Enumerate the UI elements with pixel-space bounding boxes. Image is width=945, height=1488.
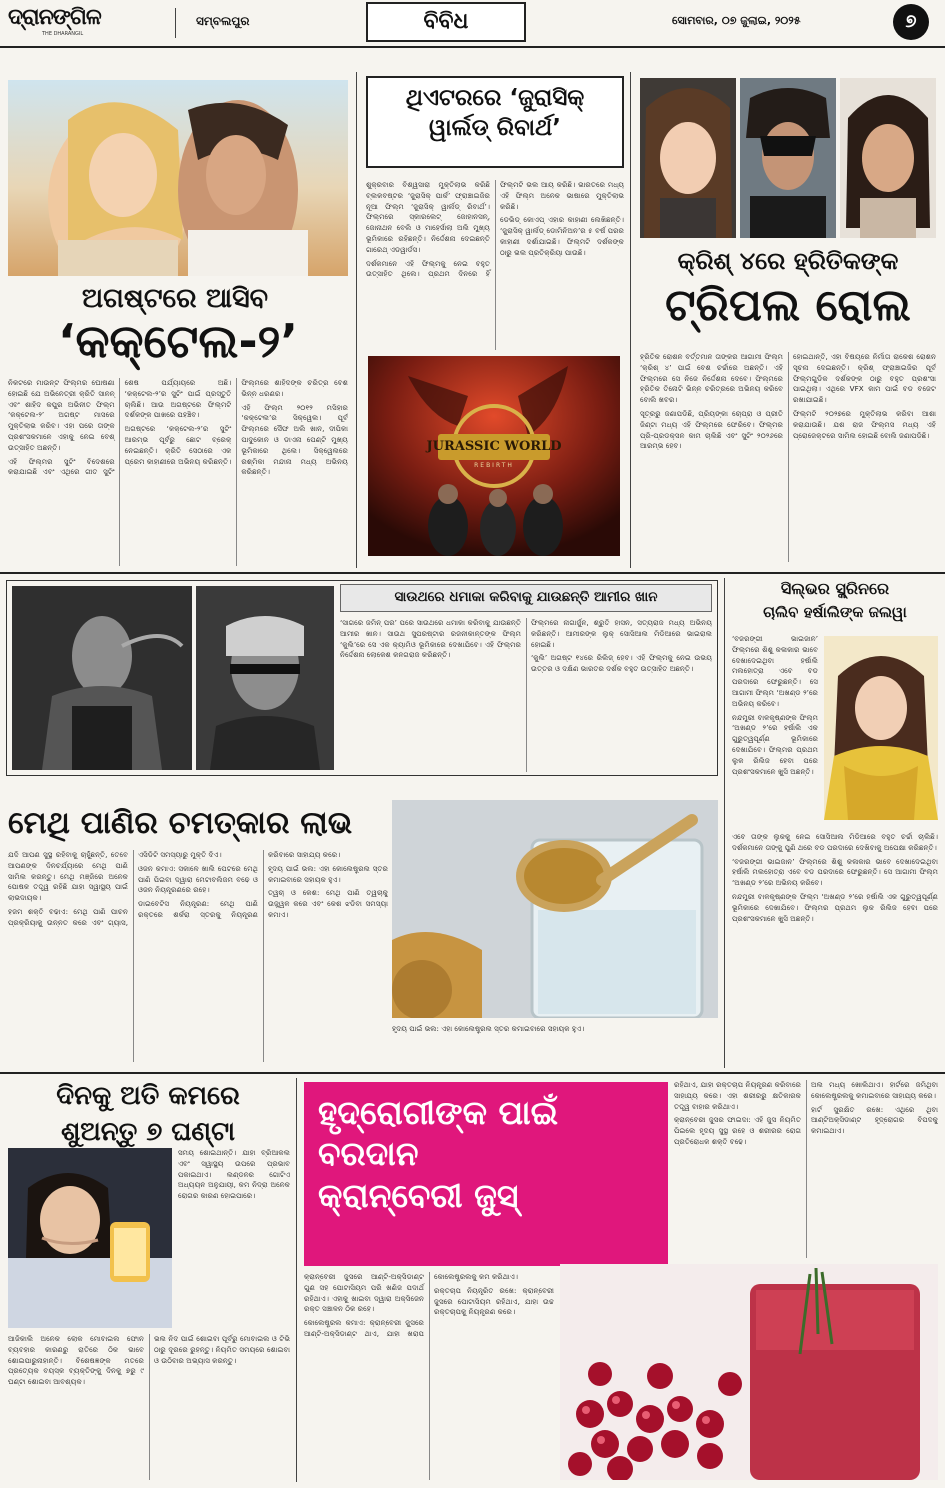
harshaali-photo bbox=[824, 636, 938, 820]
section-box bbox=[366, 2, 526, 42]
sleep-body-side bbox=[178, 1148, 290, 1328]
methi-body bbox=[8, 850, 388, 1062]
poster-subtitle: REBIRTH bbox=[474, 462, 514, 469]
cranberry-para: ଅଲ ମଧ୍ୟ ଖୋଲିଥାଏ। ହାର୍ଟରେ ଜମିଥିବା କୋଲେଷ୍ଟ୍ରଲକୁ କମାଇବାରେ ସାହାଯ୍ୟ କରେ। bbox=[811, 1080, 938, 1100]
column-divider bbox=[356, 72, 357, 568]
harshaali-para: ନନ୍ଦମୁରୀ ବାଳକୃଷ୍ଣଙ୍କ ଫିଲ୍ମ ‘ଅଖଣ୍ଡ ୨’ରେ ହର୍ଷାଲି ଏକ ଗୁରୁତ୍ୱପୂର୍ଣ୍ଣ ଭୂମିକାରେ ଦେଖାଯିବେ। ଫିଲ୍ମର ପ୍ରଥମ ଲୁକ ରିଲିଜ ହେବା ପରେ ପ୍ରଶଂସକମାନେ ଖୁସି ଅଛନ୍ତି। bbox=[732, 891, 938, 923]
harshaali-para: ‘ବଜରଙ୍ଗୀ ଭାଇଜାନ’ ଫିଲ୍ମରେ ଶିଶୁ କଳାକାର ଭାବେ ଦେଖାଦେଇଥିବା ହର୍ଷାଲି ମଲହୋତ୍ରା ଏବେ ବଡ ପରଦାରେ ଫେରୁଛନ୍ତି। ସେ ଆଗାମୀ ଫିଲ୍ମ ‘ଅଖଣ୍ଡ ୨’ରେ ଅଭିନୟ କରିବେ। bbox=[732, 856, 938, 888]
sleep-body bbox=[8, 1334, 290, 1480]
methi-para: ତ୍ୱଚା ଓ କେଶ: ମେଥି ପାଣି ତ୍ୱଚାକୁ ଉଜ୍ଜ୍ୱଳ କରେ ଏବଂ କେଶ ଝଡିବା ସମସ୍ୟା କମାଏ। bbox=[268, 888, 388, 919]
section-rule bbox=[0, 572, 945, 574]
aamir-body bbox=[340, 618, 712, 772]
cranberry-para: ହାର୍ଟ ସୁରକ୍ଷିତ ରଖେ: ଏଥିରେ ଥିବା ଆଣ୍ଟିଅକ୍ସିଡାଣ୍ଟ ହୃଦ୍‌ରୋଗର ବିପଦକୁ କମାଇଥାଏ। bbox=[811, 1104, 938, 1136]
edition-name: ସମ୍ବଲପୁର bbox=[196, 14, 250, 28]
page-number-badge bbox=[893, 4, 929, 40]
masthead bbox=[0, 0, 945, 48]
methi-para: ଡାଇବେଟିସ ନିୟନ୍ତ୍ରଣ: ମେଥି ପାଣି ରକ୍ତରେ ଶର୍କରା ସ୍ତରକୁ ନିୟନ୍ତ୍ରଣ କରିବାରେ ସାହାଯ୍ୟ କରେ। bbox=[138, 850, 341, 919]
cranberry-headline-box bbox=[304, 1082, 668, 1266]
masthead-logo bbox=[8, 4, 128, 40]
harshaali-headline-2: ଚାଲିବ ହର୍ଷାଲିଙ୍କ ଜଲୱା bbox=[763, 603, 907, 621]
harshaali-body-narrow bbox=[732, 634, 818, 830]
cranberry-body-right bbox=[674, 1080, 938, 1258]
issue-date: ସୋମବାର, ୦୭ ଜୁଲାଇ, ୨୦୨୫ bbox=[672, 14, 801, 27]
jurassic-para: ଦର୍ଶକମାନେ ଏହି ଫିଲ୍ମକୁ ନେଇ ବହୁତ ଉତ୍ସାହିତ ଥିଲେ। ପ୍ରଥମ ଦିନରେ ହିଁ ଫିଲ୍ମଟି ଭଲ ଆୟ କରିଛି। ଭାରତରେ ମଧ୍ୟ ଏହି ଫିଲ୍ମ ଅନେକ ଭାଷାରେ ମୁକ୍ତିଲାଭ କରିଛି। bbox=[366, 180, 624, 279]
column-divider bbox=[296, 1078, 297, 1482]
section-title: ବିବିଧ bbox=[423, 9, 469, 34]
poster-title: JURASSIC WORLD bbox=[426, 439, 562, 454]
cranberry-body-bottom bbox=[304, 1272, 554, 1480]
aamir-photo-2 bbox=[196, 586, 334, 770]
cocktail-para: ଅଗଷ୍ଟରେ ‘କକ୍‌ଟେଲ-୨’ର ସୁଟିଂ ଆରମ୍ଭ ପୂର୍ବରୁ ଛୋଟ ବ୍ରେକ୍ ନେଇଛନ୍ତି। କ୍ରିତି ସେଠାରେ ଏକ ପ୍ରେମ କାହାଣୀରେ ଅଭିନୟ କରିଛନ୍ତି। ଫିଲ୍ମରେ ଶାହିଦଙ୍କ ଚରିତ୍ର ବେଶ ଭିନ୍ନ ଧରଣର। bbox=[124, 378, 348, 466]
cranberry-para: ରକ୍ତଚାପ ନିୟନ୍ତ୍ରିତ ରଖେ: କ୍ରାନ୍‌ବେରୀ ଜୁସରେ ପୋଟାସିୟମ ରହିଥାଏ, ଯାହା ଉଚ୍ଚ ରକ୍ତଚାପକୁ ନିୟନ୍ତ୍ରଣ କରେ। bbox=[434, 1285, 554, 1317]
harshaali-body-wide bbox=[732, 832, 938, 1068]
methi-headline: ମେଥି ପାଣିର ଚମତ୍କାର ଲାଭ bbox=[8, 805, 353, 841]
harshaali-headline-1: ସିଲ୍‌ଭର ସ୍କ୍ରିନରେ bbox=[780, 579, 890, 598]
krrish-para: ହୋଇଥାନ୍ତି, ଏହା ବିଷୟରେ ନିର୍ମାତା ରାକେଶ ରୋଶନ ସୂଚନା ଦେଇଛନ୍ତି। କ୍ରିଶ୍ ଫ୍ରାଞ୍ଚାଇଜିର ପୂର୍ବ ଫିଲ୍ମଗୁଡିକ ଦର୍ଶକଙ୍କ ଠାରୁ ବହୁତ ପ୍ରଶଂସା ପାଇଥିଲା। ଏଥିରେ VFX କାମ ପାଇଁ ବଡ ବଜେଟ ରଖାଯାଇଛି। bbox=[793, 352, 936, 405]
jurassic-poster bbox=[368, 356, 620, 556]
harshaali-para: ‘ବଜରଙ୍ଗୀ ଭାଇଜାନ’ ଫିଲ୍ମରେ ଶିଶୁ କଳାକାର ଭାବେ ଦେଖାଦେଇଥିବା ହର୍ଷାଲି ମଲହୋତ୍ରା ଏବେ ବଡ ପରଦାରେ ଫେରୁଛନ୍ତି। ସେ ଆଗାମୀ ଫିଲ୍ମ ‘ଅଖଣ୍ଡ ୨’ରେ ଅଭିନୟ କରିବେ। bbox=[732, 634, 818, 708]
sleep-headline-1: ଦିନକୁ ଅତି କମରେ bbox=[56, 1081, 240, 1111]
aamir-para: ଫିଲ୍ମରେ ନାଗାର୍ଜୁନ, ଶ୍ରୁତି ହାସନ, ସତ୍ୟରାଜ ମଧ୍ୟ ଅଭିନୟ କରିଛନ୍ତି। ଆମୀରଙ୍କ ଲୁକ୍ ସୋସିଆଲ ମିଡିଆରେ ଭାଇରାଲ ହୋଇଛି। bbox=[531, 618, 712, 649]
cranberry-headline-2: ବରଦାନ bbox=[318, 1134, 419, 1174]
cranberry-para: କୋଲେଷ୍ଟ୍ରଲ କମାଏ: କ୍ରାନ୍‌ବେରୀ ଜୁସରେ ଆଣ୍ଟି-ଅକ୍ସିଡାଣ୍ଟ ଥାଏ, ଯାହା ଖରାପ କୋଲେଷ୍ଟ୍ରଲକୁ କମ କରିଥାଏ। bbox=[304, 1272, 519, 1338]
jurassic-body bbox=[366, 180, 624, 350]
aamir-para: ‘ସାଗରେ ଜମିନ୍ ପର’ ପରେ ସାଉଥରେ ଧମାକା କରିବାକୁ ଯାଉଛନ୍ତି ଆମୀର ଖାନ। ସାଉଥ ସୁପରଷ୍ଟାର ରଜନୀକାନ୍ତଙ୍କ ଫିଲ୍ମ ‘କୁଲି’ରେ ସେ ଏକ କ୍ୟାମିଓ ଭୂମିକାରେ ଦେଖାଯିବେ। ଏହି ଫିଲ୍ମର ନିର୍ଦ୍ଦେଶନା ଲୋକେଶ କନଗରାଜ କରିଛନ୍ତି। bbox=[340, 618, 521, 660]
cranberry-photo bbox=[560, 1264, 938, 1480]
cranberry-headline-1: ହୃଦ୍‌ରୋଗୀଙ୍କ ପାଇଁ bbox=[318, 1093, 559, 1132]
methi-para: ଯଦି ଆପଣ ସୁସ୍ଥ ରହିବାକୁ ଚାହୁଁଛନ୍ତି, ତେବେ ଆପଣଙ୍କ ଦିନଚର୍ଯ୍ୟାରେ ମେଥି ପାଣି ସାମିଲ କରନ୍ତୁ। ମେଥି ମଞ୍ଜିରେ ଅନେକ ପୋଷକ ତତ୍ତ୍ୱ ରହିଛି ଯାହା ସ୍ୱାସ୍ଥ୍ୟ ପାଇଁ ଲାଭଦାୟକ। bbox=[8, 850, 128, 903]
cranberry-para: କ୍ରାନ୍‌ବେରୀ ଜୁସରେ ଆଣ୍ଟି-ଅକ୍ସିଡାଣ୍ଟ ଗୁଣ ସହ ପୋଟାସିୟମ ପରି ଖଣିଜ ପଦାର୍ଥ ରହିଥାଏ। ଏହାକୁ ଖାଇବା ଦ୍ୱାରା ଅକ୍ସିଜେନ ରକ୍ତ ସଞ୍ଚାଳନ ଠିକ ରହେ। bbox=[304, 1272, 424, 1314]
methi-photo bbox=[392, 800, 718, 1018]
cocktail-body bbox=[8, 378, 348, 566]
jurassic-headline: ଥିଏଟରରେ ‘ଜୁରାସିକ୍ ୱାର୍ଲଡ୍ ରିବାର୍ଥ’ bbox=[405, 85, 585, 141]
harshaali-para: ନନ୍ଦମୁରୀ ବାଳକୃଷ୍ଣଙ୍କ ଫିଲ୍ମ ‘ଅଖଣ୍ଡ ୨’ରେ ହର୍ଷାଲି ଏକ ଗୁରୁତ୍ୱପୂର୍ଣ୍ଣ ଭୂମିକାରେ ଦେଖାଯିବେ। ଫିଲ୍ମର ପ୍ରଥମ ଲୁକ ରିଲିଜ ହେବା ପରେ ପ୍ରଶଂସକମାନେ ଖୁସି ଅଛନ୍ତି। bbox=[732, 712, 818, 776]
cranberry-para: ରହିଥାଏ, ଯାହା ରକ୍ତଚାପ ନିୟନ୍ତ୍ରଣ କରିବାରେ ସାହାଯ୍ୟ କରେ। ଏହା ଶରୀରରୁ କ୍ଷତିକାରକ ତତ୍ତ୍ୱ ବାହାର କରିଥାଏ। bbox=[674, 1080, 801, 1111]
methi-para: ଓଜନ କମାଏ: ସକାଳେ ଖାଲି ପେଟରେ ମେଥି ପାଣି ପିଇବା ଦ୍ୱାରା ମେଟାବଲିଜମ ବଢେ ଓ ଓଜନ ନିୟନ୍ତ୍ରଣରେ ରହେ। bbox=[138, 863, 258, 895]
methi-para: ହୃଦୟ ପାଇଁ ଭଲ: ଏହା କୋଲେଷ୍ଟ୍ରଲ ସ୍ତର କମାଇବାରେ ସହାୟକ ହୁଏ। bbox=[392, 1024, 585, 1033]
krrish-para: ସୂତ୍ରରୁ ଜଣାପଡିଛି, ପ୍ରିୟଙ୍କା ଚୋପ୍ରା ଓ ପ୍ରୀତି ଜିଣ୍ଟା ମଧ୍ୟ ଏହି ଫିଲ୍ମରେ ଫେରିବେ। ଫିଲ୍ମର ପ୍ରି-ପ୍ରଡକ୍ସନ କାମ ଚାଲିଛି ଏବଂ ସୁଟିଂ ୨୦୨୬ରେ ଆରମ୍ଭ ହେବ। bbox=[640, 408, 783, 451]
aamir-headline: ସାଉଥରେ ଧମାକା କରିବାକୁ ଯାଉଛନ୍ତି ଆମୀର ଖାନ bbox=[394, 589, 658, 605]
aamir-headline-box bbox=[340, 584, 712, 612]
aamir-photo-1 bbox=[12, 586, 192, 770]
aamir-para: ‘କୁଲି’ ଅଗଷ୍ଟ ୧୪ରେ ରିଲିଜ୍ ହେବ। ଏହି ଫିଲ୍ମକୁ ନେଇ ଉଭୟ ଉତ୍ତର ଓ ଦକ୍ଷିଣ ଭାରତର ଦର୍ଶକ ବହୁତ ଉତ୍ସାହିତ ଅଛନ୍ତି। bbox=[531, 653, 712, 674]
jurassic-para: ଶୁକ୍ରବାର ବିଶ୍ୱସାରା ମୁକ୍ତିଲାଭ କରିଛି ବ୍ଲକବଷ୍ଟର ‘ଜୁରାସିକ୍ ପାର୍କ’ ଫ୍ରାଞ୍ଚାଇଜିର ନୂଆ ଫିଲ୍ମ ‘ଜୁରାସିକ୍ ୱାର୍ଲଡ୍ ରିବାର୍ଥ’। ଫିଲ୍ମରେ ସ୍କାରଲେଟ୍ ଜୋହାନସନ୍, ଜୋନାଥନ ବେଲି ଓ ମାହେର୍ସାଲା ଅଲି ମୁଖ୍ୟ ଭୂମିକାରେ ରହିଛନ୍ତି। ନିର୍ଦ୍ଦେଶନା ଦେଇଛନ୍ତି ଗାରେଥ୍ ଏଡୱାର୍ଡସ। bbox=[366, 180, 490, 254]
krrish-para: ହ୍ରିତିକ ରୋଶନ ବର୍ତ୍ତମାନ ତାଙ୍କର ଆଗାମୀ ଫିଲ୍ମ ‘କ୍ରିଶ୍ ୪’ ପାଇଁ ବେଶ ଚର୍ଚ୍ଚାରେ ଅଛନ୍ତି। ଏହି ଫିଲ୍ମରେ ସେ ନିଜେ ନିର୍ଦ୍ଦେଶନା ଦେବେ। ଫିଲ୍ମରେ ହ୍ରିତିକ ତିନୋଟି ଭିନ୍ନ ଚରିତ୍ରରେ ଅଭିନୟ କରିବେ ବୋଲି ଖବର। bbox=[640, 352, 783, 405]
cocktail-para: ଏହି ଫିଲ୍ମର ସୁଟିଂ ବିଦେଶରେ କରାଯାଇଛି ଏବଂ ଏଥିରେ ଗୀତ ସୁଟିଂ ଶେଷ ପର୍ଯ୍ୟାୟରେ ଅଛି। ‘କକ୍‌ଟେଲ-୨’ର ସୁଟିଂ ପାଇଁ ପ୍ରସ୍ତୁତି ଚାଲିଛି। ଆଉ ଅଗଷ୍ଟରେ ଫିଲ୍ମଟି ଦର୍ଶକଙ୍କ ପାଖରେ ପହଞ୍ଚିବ। bbox=[8, 378, 232, 477]
cocktail-headline-2: ‘କକ୍‌ଟେଲ-୨’ bbox=[58, 314, 298, 368]
logo-text: ଦ୍ରାନଙ୍ଗିଳ bbox=[8, 4, 101, 30]
cocktail-para: ଏହି ଫିଲ୍ମ ୨୦୧୨ ମସିହାର ‘କକ୍‌ଟେଲ’ର ସିକ୍ୱେଲ। ପୂର୍ବ ଫିଲ୍ମରେ ସୈଫ ଅଲି ଖାନ, ଦୀପିକା ପାଦୁକୋନ ଓ ଡାଏନା ପେଣ୍ଟି ମୁଖ୍ୟ ଭୂମିକାରେ ଥିଲେ। ସିକ୍ୱେଲରେ ରଶ୍ମିକା ମନ୍ଦାନା ମଧ୍ୟ ଅଭିନୟ କରିଛନ୍ତି। bbox=[241, 402, 348, 477]
page-number: ୭ bbox=[905, 11, 917, 32]
sleep-para: ଭଲ ନିଦ ପାଇଁ ଶୋଇବା ପୂର୍ବରୁ ମୋବାଇଲ ଓ ଟିଭି ଠାରୁ ଦୂରରେ ରୁହନ୍ତୁ। ନିୟମିତ ସମୟରେ ଶୋଇବା ଓ ଉଠିବାର ଅଭ୍ୟାସ କରନ୍ତୁ। bbox=[154, 1334, 290, 1365]
krrish-photo-hrithik bbox=[740, 78, 836, 238]
krrish-photo-priyanka bbox=[840, 78, 936, 238]
column-divider bbox=[724, 578, 725, 1068]
sleep-photo bbox=[8, 1148, 172, 1328]
cocktail-para: ନିକଟରେ ମାଉନ୍‌ଟ ଫିଲ୍ମର ଘୋଷଣା ହୋଇଛି ଯେ ଅଭିନେତ୍ରୀ କ୍ରିତି ସାନନ୍ ଏବଂ ଶାହିଦ କପୁର ଅଭିନୀତ ଫିଲ୍ମ ‘କକ୍‌ଟେଲ-୨’ ଅଗଷ୍ଟ ମାସରେ ମୁକ୍ତିଲାଭ କରିବ। ଏହା ପରେ ତାଙ୍କ ପ୍ରଶଂସକମାନେ ଏହାକୁ ନେଇ ବେଶ୍ ଉତ୍ସାହିତ ଅଛନ୍ତି। bbox=[8, 378, 115, 452]
sleep-headline-2: ଶୁଅନ୍ତୁ ୭ ଘଣ୍ଟା bbox=[60, 1117, 236, 1147]
krrish-photo-preity bbox=[640, 78, 736, 238]
jurassic-para: ଡେଭିଡ୍ କୋଏପ୍ ଏହାର କାହାଣୀ ଲେଖିଛନ୍ତି। ‘ଜୁରାସିକ୍ ୱାର୍ଲଡ୍ ଡୋମିନିଅନ’ର ୫ ବର୍ଷ ପରର କାହାଣୀ ଦର୍ଶାଯାଇଛି। ଫିଲ୍ମଟି ଦର୍ଶକଙ୍କ ଠାରୁ ଭଲ ପ୍ରତିକ୍ରିୟା ପାଉଛି। bbox=[500, 215, 624, 257]
sleep-para: ସମୟ ଶୋଇଥାନ୍ତି। ଯାହା ବ୍ରିଆକଲ ଏବଂ ସ୍ୱାସ୍ଥ୍ୟ ଉପରେ ପ୍ରଭାବ ପକାଇଥାଏ। ଲଣ୍ଡନର ଗୋଟିଏ ଅଧ୍ୟୟନ ଅନୁଯାୟୀ, କମ ନିଦ୍ରା ଅନେକ ରୋଗର କାରଣ ହୋଇପାରେ। bbox=[178, 1148, 290, 1201]
section-rule bbox=[0, 1072, 945, 1074]
column-divider bbox=[630, 72, 631, 568]
harshaali-para: ଏବେ ତାଙ୍କ ଲୁକକୁ ନେଇ ସୋସିଆଲ ମିଡିଆରେ ବହୁତ ଚର୍ଚ୍ଚା ଚାଲିଛି। ଦର୍ଶକମାନେ ତାଙ୍କୁ ପୁଣି ଥରେ ବଡ ପରଦାରେ ଦେଖିବାକୁ ଅପେକ୍ଷା କରିଛନ୍ତି। bbox=[732, 832, 938, 852]
cocktail-headline-1: ଅଗଷ୍ଟରେ ଆସିବ bbox=[81, 283, 269, 314]
krrish-headline-1: କ୍ରିଶ୍ ୪ରେ ହ୍ରିତିକଙ୍କ bbox=[677, 247, 899, 275]
cranberry-headline-3: କ୍ରାନ୍‌ବେରୀ ଜୁସ୍ bbox=[318, 1175, 519, 1215]
krrish-body bbox=[640, 352, 936, 562]
cranberry-para: କ୍ରାନ୍‌ବେରୀ ଜୁସର ଫାଇଦା: ଏହି ଜୁସ ନିୟମିତ ପିଇଲେ ହୃଦୟ ସୁସ୍ଥ ରହେ ଓ ଶରୀରର ରୋଗ ପ୍ରତିରୋଧକ ଶକ୍ତି ବଢେ। bbox=[674, 1115, 801, 1146]
jurassic-headline-box bbox=[366, 76, 624, 168]
krrish-headline-2: ଟ୍ରିପଲ ରୋଲ bbox=[665, 280, 911, 331]
sleep-para: ଆଜିକାଲି ଅନେକ ଲୋକ ମୋବାଇଲ ଫୋନ ବ୍ୟବହାର କାରଣରୁ ରାତିରେ ଠିକ ଭାବେ ଶୋଇପାରୁନାହାନ୍ତି। ବିଶେଷଜ୍ଞଙ୍କ ମତରେ ପ୍ରତ୍ୟେକ ବୟସ୍କ ବ୍ୟକ୍ତିଙ୍କୁ ଦିନକୁ ୭ରୁ ୯ ଘଣ୍ଟା ଶୋଇବା ଆବଶ୍ୟକ। bbox=[8, 1334, 144, 1387]
cocktail-photo bbox=[8, 80, 348, 276]
methi-body-lower bbox=[392, 1024, 718, 1068]
methi-para: ହଜମ ଶକ୍ତି ବଢାଏ: ମେଥି ପାଣି ପାଚନ ପ୍ରକ୍ରିୟାକୁ ଉନ୍ନତ କରେ ଏବଂ ଗ୍ୟାସ, ଏସିଡିଟି ସମସ୍ୟାରୁ ମୁକ୍ତି ଦିଏ। bbox=[8, 850, 222, 927]
logo-subtitle: THE DHARANGIL bbox=[42, 31, 84, 37]
methi-para: ହୃଦୟ ପାଇଁ ଭଲ: ଏହା କୋଲେଷ୍ଟ୍ରଲ ସ୍ତର କମାଇବାରେ ସହାୟକ ହୁଏ। bbox=[268, 863, 388, 884]
krrish-para: ଫିଲ୍ମଟି ୨୦୨୭ରେ ମୁକ୍ତିଲାଭ କରିବା ଆଶା କରାଯାଉଛି। ଯଶ ରାଜ ଫିଲ୍ମସ ମଧ୍ୟ ଏହି ପ୍ରୋଜେକ୍ଟରେ ସାମିଲ ହୋଇଛି ବୋଲି ଜଣାପଡିଛି। bbox=[793, 408, 936, 440]
